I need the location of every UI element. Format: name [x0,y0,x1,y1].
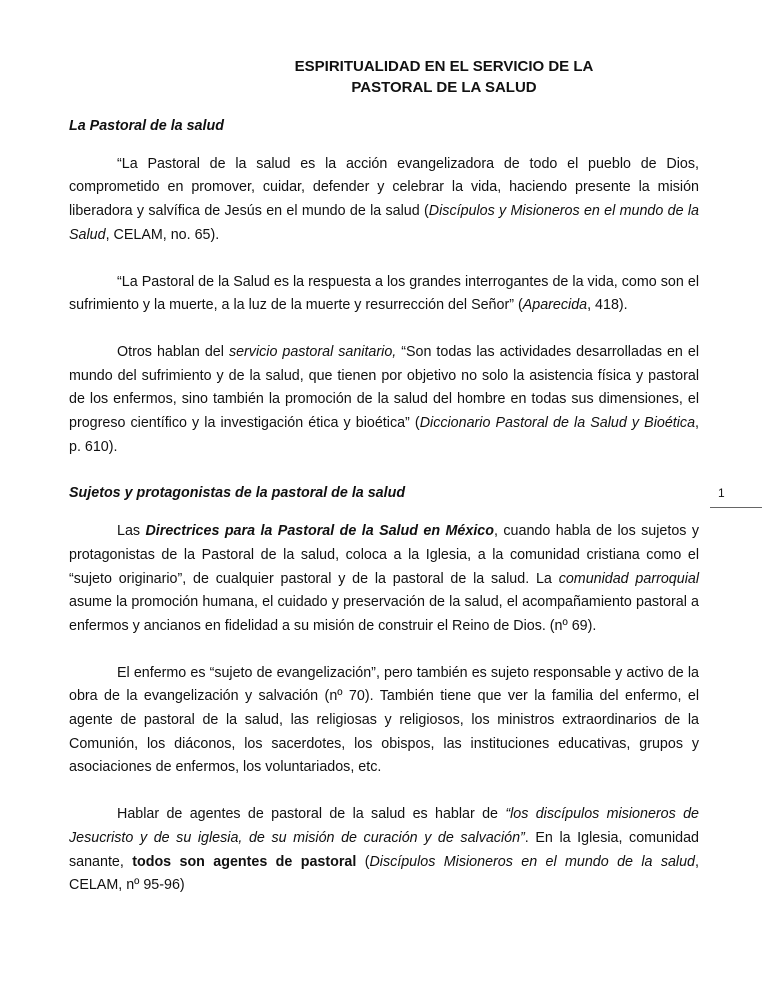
quote-italic: “los discípulos misioneros de Jesucristo y de su iglesia, de su misión de curación y de salvación” [69,806,699,846]
text-run: Otros hablan del [117,343,229,360]
text-run: . En la Iglesia, comunidad sanante, [69,829,699,870]
section-heading-sujetos: Sujetos y protagonistas de la pastoral de la salud [69,485,406,502]
text-run: “La Pastoral de la Salud es la respuesta a los grandes interrogantes de la vida, como son el sufrimiento y la muerte, a la luz de la muerte y resurrección del Señor” ( [69,273,699,314]
text-run: , p. 610). [69,415,700,455]
term-italic: servicio pastoral sanitario, [228,343,397,360]
text-run: , cuando habla de los sujetos y protagonistas de la Pastoral de la salud, coloca a la Iglesia, a la comunidad cristiana como el “sujeto originario”, de cualquier pastoral y de la pastoral de la salud. La [69,523,700,587]
page-number: 1 [718,486,725,500]
text-run: Las [117,523,146,540]
text-run: “Son todas las actividades desarrolladas en el mundo del sufrimiento y de la salud, que tienen por objetivo no solo la asistencia física y pastoral de los enfermos, sino también la promoción de la salud del hombre en todas sus dimensiones, el progreso científico y la investigación ética y bioética” ( [69,343,699,432]
citation-bold-italic: Directrices para la Pastoral de la Salud en México [145,523,494,540]
text-run: Hablar de agentes de pastoral de la salud es hablar de [117,806,506,823]
paragraph-directrices [69,520,699,639]
text-run: El enfermo es “sujeto de evangelización”, pero también es sujeto responsable y activo de la obra de la evangelización y salvación (nº 70). También tiene que ver la familia del enfermo, el agente de pastoral de la salud, las religiosas y religiosos, los ministros extraordinarios de la Comunión, los diáconos, los sacerdotes, los obispos, las instituciones educativas, grupos y asociaciones de enfermos, los voluntariados, etc. [69,664,699,776]
paragraph-definition [69,153,699,248]
paragraph-servicio-sanitario [69,341,699,460]
document-body [69,56,699,921]
title-line-1: ESPIRITUALIDAD EN EL SERVICIO DE LA [294,58,594,75]
page-number-rule [710,507,762,508]
text-run: asume la promoción humana, el cuidado y preservación de la salud, el acompañamiento pastoral a enfermos y ancianos en fidelidad a su misión de construir el Reino de Dios. (nº 69). [69,594,699,634]
paragraph-agentes [69,803,699,898]
text-run: “La Pastoral de la salud es la acción evangelizadora de todo el pueblo de Dios, comprometido en promover, cuidar, defender y celebrar la vida, haciendo presente la misión liberadora y salvífica de Jesús en el mundo de la salud ( [69,155,699,220]
text-run: ( [356,853,370,870]
section-heading-pastoral: La Pastoral de la salud [69,118,224,134]
term-italic: comunidad parroquial [558,570,700,587]
text-run: , 418). [587,297,628,314]
paragraph-aparecida [69,271,699,318]
document-title [69,56,699,98]
emphasis-bold: todos son agentes de pastoral [132,853,357,870]
text-run: , CELAM, nº 95-96) [69,853,699,894]
citation-italic: Aparecida [522,297,588,314]
citation-italic: Diccionario Pastoral de la Salud y Bioética [419,415,696,432]
citation-italic: Discípulos y Misioneros en el mundo de la Salud [69,203,699,243]
citation-italic: Discípulos Misioneros en el mundo de la salud [369,853,696,870]
text-run: , CELAM, no. 65). [105,226,220,243]
title-line-2: PASTORAL DE LA SALUD [351,79,537,96]
paragraph-enfermo [69,662,699,781]
